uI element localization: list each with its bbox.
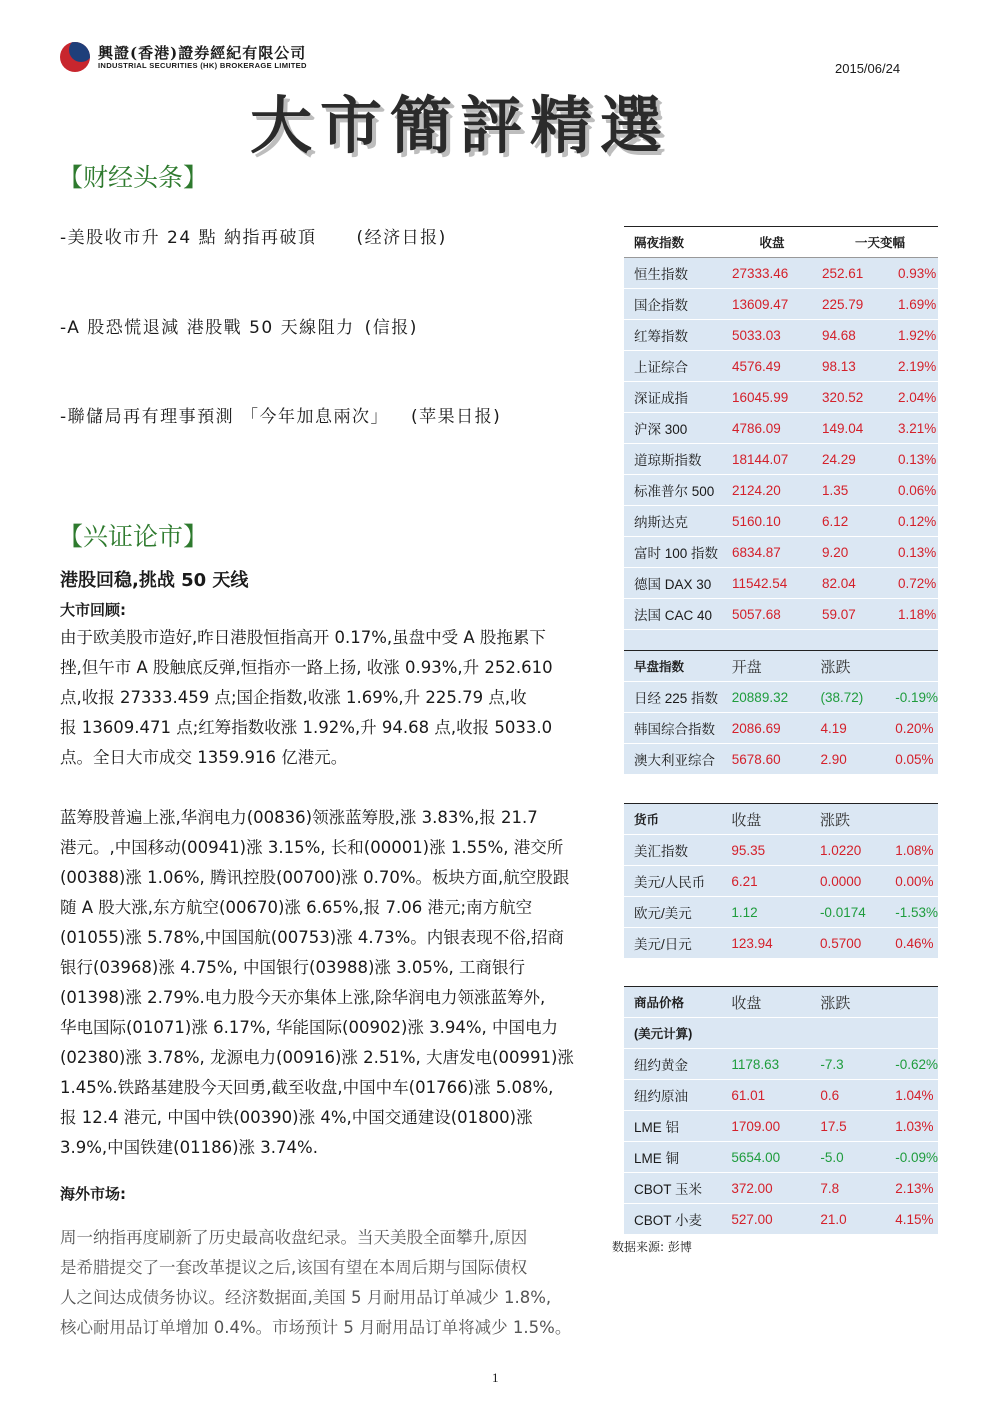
logo-mark-icon xyxy=(60,42,90,72)
cell-chg: 0.0000 xyxy=(810,866,885,897)
cell-chg: 252.61 xyxy=(812,258,888,289)
text-line: 银行(03968)涨 4.75%, 中国银行(03988)涨 3.05%, 工商银行 xyxy=(60,958,526,977)
table-row xyxy=(624,744,938,775)
cell-close: 20889.32 xyxy=(722,682,811,713)
cell-name: 欧元/美元 xyxy=(624,897,721,928)
cell-pct: 1.04% xyxy=(885,1080,938,1111)
cell-name: 纽约黄金 xyxy=(624,1049,721,1080)
table-subheader-row xyxy=(624,1018,938,1049)
overseas-paragraph xyxy=(60,1223,600,1343)
col-header: 货币 xyxy=(624,804,721,835)
cell-name: 美元/人民币 xyxy=(624,866,721,897)
col-header: 早盘指数 xyxy=(624,651,722,682)
headline-source: (信报) xyxy=(364,318,418,338)
text-line: 周一纳指再度刷新了历史最高收盘纪录。当天美股全面攀升,原因 xyxy=(60,1228,528,1247)
cell-pct: -0.19% xyxy=(885,682,938,713)
cell-name: 深证成指 xyxy=(624,382,722,413)
table-row xyxy=(624,866,938,897)
cell-chg: 98.13 xyxy=(812,351,888,382)
cell-chg: -0.0174 xyxy=(810,897,885,928)
cell-pct: -1.53% xyxy=(885,897,938,928)
col-header-blank xyxy=(885,987,938,1018)
cell-name: 红筹指数 xyxy=(624,320,722,351)
col-subheader-blank xyxy=(721,1018,810,1049)
text-line: 核心耐用品订单增加 0.4%。市场预计 5 月耐用品订单将减少 1.5%。 xyxy=(60,1318,572,1337)
cell-chg: -7.3 xyxy=(810,1049,885,1080)
cell-name: 德国 DAX 30 xyxy=(624,568,722,599)
col-subheader-blank xyxy=(810,1018,885,1049)
table-row xyxy=(624,444,938,475)
headline-3[interactable] xyxy=(60,402,501,427)
cell-close: 1709.00 xyxy=(721,1111,810,1142)
table-row xyxy=(624,1080,938,1111)
cell-pct: 0.12% xyxy=(888,506,938,537)
headline-source: (经济日报) xyxy=(356,228,447,248)
cell-chg: 0.6 xyxy=(810,1080,885,1111)
cell-chg: 82.04 xyxy=(812,568,888,599)
col-header: 商品价格 xyxy=(624,987,721,1018)
cell-close: 18144.07 xyxy=(722,444,812,475)
cell-name: 道琼斯指数 xyxy=(624,444,722,475)
col-header: 收盘 xyxy=(721,987,810,1018)
cell-pct: 0.13% xyxy=(888,537,938,568)
text-line: 3.9%,中国铁建(01186)涨 3.74%. xyxy=(60,1138,318,1157)
review-paragraph xyxy=(60,623,600,773)
col-header-blank xyxy=(885,804,938,835)
cell-close: 5057.68 xyxy=(722,599,812,630)
cell-close: 123.94 xyxy=(721,928,810,959)
cell-chg: 94.68 xyxy=(812,320,888,351)
cell-close: 5160.10 xyxy=(722,506,812,537)
col-header: 收盘 xyxy=(722,227,812,258)
text-line: 蓝筹股普遍上涨,华润电力(00836)领涨蓝筹股,涨 3.83%,报 21.7 xyxy=(60,808,538,827)
col-header: 涨跌 xyxy=(810,987,885,1018)
cell-name: 法国 CAC 40 xyxy=(624,599,722,630)
morning-table xyxy=(624,650,938,775)
cell-close: 2086.69 xyxy=(722,713,811,744)
cell-close: 11542.54 xyxy=(722,568,812,599)
table-row xyxy=(624,258,938,289)
cell-close: 61.01 xyxy=(721,1080,810,1111)
overnight-table xyxy=(624,226,938,661)
cell-chg: 6.12 xyxy=(812,506,888,537)
cell-close: 6.21 xyxy=(721,866,810,897)
cell-pct: 4.15% xyxy=(885,1204,938,1235)
col-header: 开盘 xyxy=(722,651,811,682)
cell-pct: 1.69% xyxy=(888,289,938,320)
cell-chg: 225.79 xyxy=(812,289,888,320)
text-line: 报 13609.471 点;红筹指数收涨 1.92%,升 94.68 点,收报 5033.0 xyxy=(60,718,553,737)
cell-name: 国企指数 xyxy=(624,289,722,320)
cell-close: 4786.09 xyxy=(722,413,812,444)
cell-name: 日经 225 指数 xyxy=(624,682,722,713)
cell-pct: 1.03% xyxy=(885,1111,938,1142)
cell-close: 372.00 xyxy=(721,1173,810,1204)
cell-name: CBOT 玉米 xyxy=(624,1173,721,1204)
col-subheader: (美元计算) xyxy=(624,1018,721,1049)
cell-name: 标准普尔 500 xyxy=(624,475,722,506)
cell-pct: 1.08% xyxy=(885,835,938,866)
text-line: 港元。,中国移动(00941)涨 3.15%, 长和(00001)涨 1.55%, 港交所 xyxy=(60,838,564,857)
table-row xyxy=(624,382,938,413)
page-title: 大市簡評精選 xyxy=(250,89,671,162)
text-line: 人之间达成债务协议。经济数据面,美国 5 月耐用品订单减少 1.8%, xyxy=(60,1288,552,1307)
headline-text: -A 股恐慌退減 港股戰 50 天線阻力 xyxy=(60,318,355,338)
cell-name: 纳斯达克 xyxy=(624,506,722,537)
cell-close: 2124.20 xyxy=(722,475,812,506)
text-line: 报 12.4 港元, 中国中铁(00390)涨 4%,中国交通建设(01800)涨 xyxy=(60,1108,533,1127)
source-note: 数据来源: 彭博 xyxy=(612,1240,692,1254)
headline-source: (苹果日报) xyxy=(411,407,502,427)
cell-pct: 0.05% xyxy=(885,744,938,775)
review-heading: 大市回顾: xyxy=(60,601,126,619)
cell-pct: -0.62% xyxy=(885,1049,938,1080)
cell-name: LME 铝 xyxy=(624,1111,721,1142)
article-title: 港股回稳,挑战 50 天线 xyxy=(60,570,249,591)
cell-chg: 2.90 xyxy=(810,744,885,775)
overseas-heading: 海外市场: xyxy=(60,1185,126,1203)
cell-chg: 320.52 xyxy=(812,382,888,413)
table-row xyxy=(624,568,938,599)
text-line: (01055)涨 5.78%,中国国航(00753)涨 4.73%。内银表现不俗,招商 xyxy=(60,928,565,947)
cell-chg: (38.72) xyxy=(810,682,885,713)
table-header-row xyxy=(624,651,938,682)
cell-pct: 0.20% xyxy=(885,713,938,744)
cell-chg: 1.35 xyxy=(812,475,888,506)
table-row xyxy=(624,506,938,537)
commodities-table xyxy=(624,986,938,1235)
report-date: 2015/06/24 xyxy=(835,61,901,76)
table-row xyxy=(624,928,938,959)
cell-pct: 0.72% xyxy=(888,568,938,599)
text-line: 点,收报 27333.459 点;国企指数,收涨 1.69%,升 225.79 点,收 xyxy=(60,688,527,707)
cell-chg: 24.29 xyxy=(812,444,888,475)
cell-name: LME 铜 xyxy=(624,1142,721,1173)
table-row xyxy=(624,1173,938,1204)
cell-chg: 4.19 xyxy=(810,713,885,744)
cell-close: 16045.99 xyxy=(722,382,812,413)
headline-1[interactable] xyxy=(60,223,447,248)
table-row xyxy=(624,835,938,866)
text-line: (00388)涨 1.06%, 腾讯控股(00700)涨 0.70%。板块方面,航空股跟 xyxy=(60,868,570,887)
cell-pct: 0.46% xyxy=(885,928,938,959)
page-number: 1 xyxy=(492,1370,499,1385)
cell-pct: 2.13% xyxy=(885,1173,938,1204)
table-header-row xyxy=(624,987,938,1018)
table-header-row xyxy=(624,804,938,835)
table-row xyxy=(624,1142,938,1173)
company-logo xyxy=(60,42,360,74)
text-line: 是希腊提交了一套改革提议之后,该国有望在本周后期与国际债权 xyxy=(60,1258,528,1277)
text-line: (02380)涨 3.78%, 龙源电力(00916)涨 2.51%, 大唐发电(00991)涨 xyxy=(60,1048,574,1067)
cell-chg: 9.20 xyxy=(812,537,888,568)
cell-close: 5678.60 xyxy=(722,744,811,775)
text-line: 挫,但午市 A 股触底反弹,恒指亦一路上扬, 收涨 0.93%,升 252.610 xyxy=(60,658,553,677)
cell-pct: 0.13% xyxy=(888,444,938,475)
cell-chg: 59.07 xyxy=(812,599,888,630)
text-line: 随 A 股大涨,东方航空(00670)涨 6.65%,报 7.06 港元;南方航空 xyxy=(60,898,533,917)
cell-close: 527.00 xyxy=(721,1204,810,1235)
table-row xyxy=(624,320,938,351)
cell-close: 95.35 xyxy=(721,835,810,866)
cell-close: 4576.49 xyxy=(722,351,812,382)
table-row xyxy=(624,682,938,713)
cell-chg: 0.5700 xyxy=(810,928,885,959)
cell-pct: 1.92% xyxy=(888,320,938,351)
table-row xyxy=(624,1204,938,1235)
cell-pct: 2.19% xyxy=(888,351,938,382)
headline-2[interactable] xyxy=(60,313,418,338)
cell-close: 6834.87 xyxy=(722,537,812,568)
cell-chg: 149.04 xyxy=(812,413,888,444)
table-row xyxy=(624,599,938,630)
table-row xyxy=(624,289,938,320)
fx-table xyxy=(624,803,938,959)
cell-pct: 1.18% xyxy=(888,599,938,630)
cell-name: 美元/日元 xyxy=(624,928,721,959)
table-row xyxy=(624,1111,938,1142)
cell-name: 韩国综合指数 xyxy=(624,713,722,744)
cell-chg: 1.0220 xyxy=(810,835,885,866)
cell-chg: 21.0 xyxy=(810,1204,885,1235)
cell-close: 27333.46 xyxy=(722,258,812,289)
cell-name: 纽约原油 xyxy=(624,1080,721,1111)
cell-name: 澳大利亚综合 xyxy=(624,744,722,775)
col-header: 隔夜指数 xyxy=(624,227,722,258)
cell-close: 5033.03 xyxy=(722,320,812,351)
cell-name: 上证综合 xyxy=(624,351,722,382)
table-header-row xyxy=(624,227,938,258)
col-header: 涨跌 xyxy=(810,804,885,835)
text-line: (01398)涨 2.79%.电力股今天亦集体上涨,除华润电力领涨蓝筹外, xyxy=(60,988,546,1007)
commentary-heading: 【兴证论市】 xyxy=(58,522,209,551)
cell-close: 1.12 xyxy=(721,897,810,928)
cell-pct: 0.00% xyxy=(885,866,938,897)
cell-chg: 17.5 xyxy=(810,1111,885,1142)
col-header: 收盘 xyxy=(721,804,810,835)
cell-chg: -5.0 xyxy=(810,1142,885,1173)
text-line: 点。全日大市成交 1359.916 亿港元。 xyxy=(60,748,348,767)
col-header: 涨跌 xyxy=(810,651,885,682)
cell-pct: 0.93% xyxy=(888,258,938,289)
cell-name: 沪深 300 xyxy=(624,413,722,444)
cell-close: 5654.00 xyxy=(721,1142,810,1173)
cell-pct: 3.21% xyxy=(888,413,938,444)
cell-pct: 0.06% xyxy=(888,475,938,506)
cell-name: 美汇指数 xyxy=(624,835,721,866)
cell-name: CBOT 小麦 xyxy=(624,1204,721,1235)
cell-chg: 7.8 xyxy=(810,1173,885,1204)
table-row xyxy=(624,1049,938,1080)
news-heading: 【财经头条】 xyxy=(58,163,209,192)
bluechip-paragraph xyxy=(60,803,600,1163)
cell-pct: -0.09% xyxy=(885,1142,938,1173)
headline-text: -美股收市升 24 點 納指再破頂 xyxy=(60,228,317,248)
table-row xyxy=(624,537,938,568)
cell-pct: 2.04% xyxy=(888,382,938,413)
company-name-cn: 興證(香港)證券經紀有限公司 xyxy=(98,44,307,62)
text-line: 1.45%.铁路基建股今天回勇,截至收盘,中国中车(01766)涨 5.08%, xyxy=(60,1078,554,1097)
cell-name: 富时 100 指数 xyxy=(624,537,722,568)
table-row xyxy=(624,351,938,382)
cell-close: 1178.63 xyxy=(721,1049,810,1080)
table-row xyxy=(624,897,938,928)
company-name-en: INDUSTRIAL SECURITIES (HK) BROKERAGE LIMITED xyxy=(98,61,307,70)
table-row xyxy=(624,713,938,744)
text-line: 华电国际(01071)涨 6.17%, 华能国际(00902)涨 3.94%, 中国电力 xyxy=(60,1018,559,1037)
cell-close: 13609.47 xyxy=(722,289,812,320)
col-subheader-blank xyxy=(885,1018,938,1049)
cell-name: 恒生指数 xyxy=(624,258,722,289)
col-header-blank xyxy=(885,651,938,682)
table-row xyxy=(624,413,938,444)
table-row xyxy=(624,475,938,506)
col-header: 一天变幅 xyxy=(812,227,938,258)
text-line: 由于欧美股市造好,昨日港股恒指高开 0.17%,虽盘中受 A 股拖累下 xyxy=(60,628,546,647)
headline-text: -聯儲局再有理事預測 「今年加息兩次」 xyxy=(60,407,390,427)
